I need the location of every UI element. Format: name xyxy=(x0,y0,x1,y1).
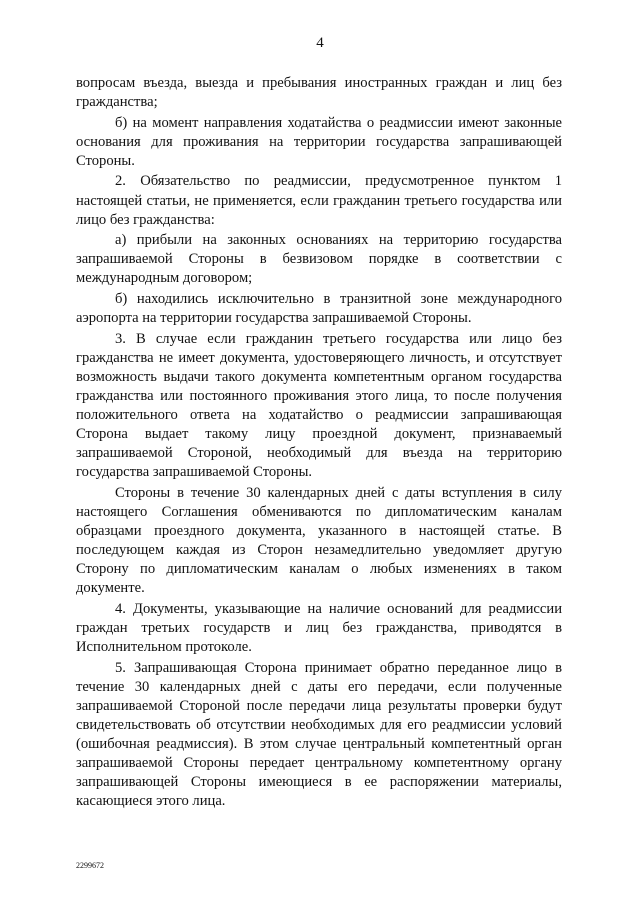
document-code: 2299672 xyxy=(76,861,104,870)
paragraph-item-3: 3. В случае если гражданин третьего государства или лицо без гражданства не имеет документа, удостоверяющего личность, и отсутствует возможность выдачи такого документа компетентным органом государства гражданства или постоянного проживания этого лица, то после получения положительного ответа на ходатайство о реадмиссии запрашивающая Сторона выдает такому лицу проездной документ, признаваемый запрашиваемой Стороной, необходимый для въезда на территорию государства запрашиваемой Стороны. xyxy=(76,330,562,481)
paragraph-clause-a-visa-free: а) прибыли на законных основаниях на территорию государства запрашиваемой Стороны в безвизовом порядке в соответствии с международным договором; xyxy=(76,232,562,287)
paragraph-clause-b-transit: б) находились исключительно в транзитной зоне международного аэропорта на территории государства запрашиваемой Стороны. xyxy=(76,291,562,327)
paragraph-travel-document-samples: Стороны в течение 30 календарных дней с даты вступления в силу настоящего Соглашения обмениваются по дипломатическим каналам образцами проездного документа, указанного в настоящей статье. В последующем каждая из Сторон незамедлительно уведомляет другую Сторону по дипломатическим каналам о любых изменениях в таком документе. xyxy=(76,484,562,597)
page-number: 4 xyxy=(316,35,324,51)
paragraph-item-2: 2. Обязательство по реадмиссии, предусмотренное пунктом 1 настоящей статьи, не применяется, если гражданин третьего государства или лицо без гражданства: xyxy=(76,173,562,228)
paragraph-item-4: 4. Документы, указывающие на наличие оснований для реадмиссии граждан третьих государств и лиц без гражданства, приводятся в Исполнительном протоколе. xyxy=(76,601,562,656)
document-body xyxy=(76,74,562,813)
paragraph-continuation: вопросам въезда, выезда и пребывания иностранных граждан и лиц без гражданства; xyxy=(76,75,562,111)
paragraph-clause-b-legal-basis: б) на момент направления ходатайства о реадмиссии имеют законные основания для проживания на территории государства запрашивающей Стороны. xyxy=(76,114,562,169)
paragraph-item-5: 5. Запрашивающая Сторона принимает обратно переданное лицо в течение 30 календарных дней с даты его передачи, если полученные запрашиваемой Стороной после передачи лица результаты проверки будут свидетельствовать об отсутствии необходимых для его реадмиссии условий (ошибочная реадмиссия). В этом случае центральный компетентный орган запрашиваемой Стороны передает центральному компетентному органу запрашивающей Стороны имеющиеся в ее распоряжении материалы, касающиеся этого лица. xyxy=(76,659,562,810)
